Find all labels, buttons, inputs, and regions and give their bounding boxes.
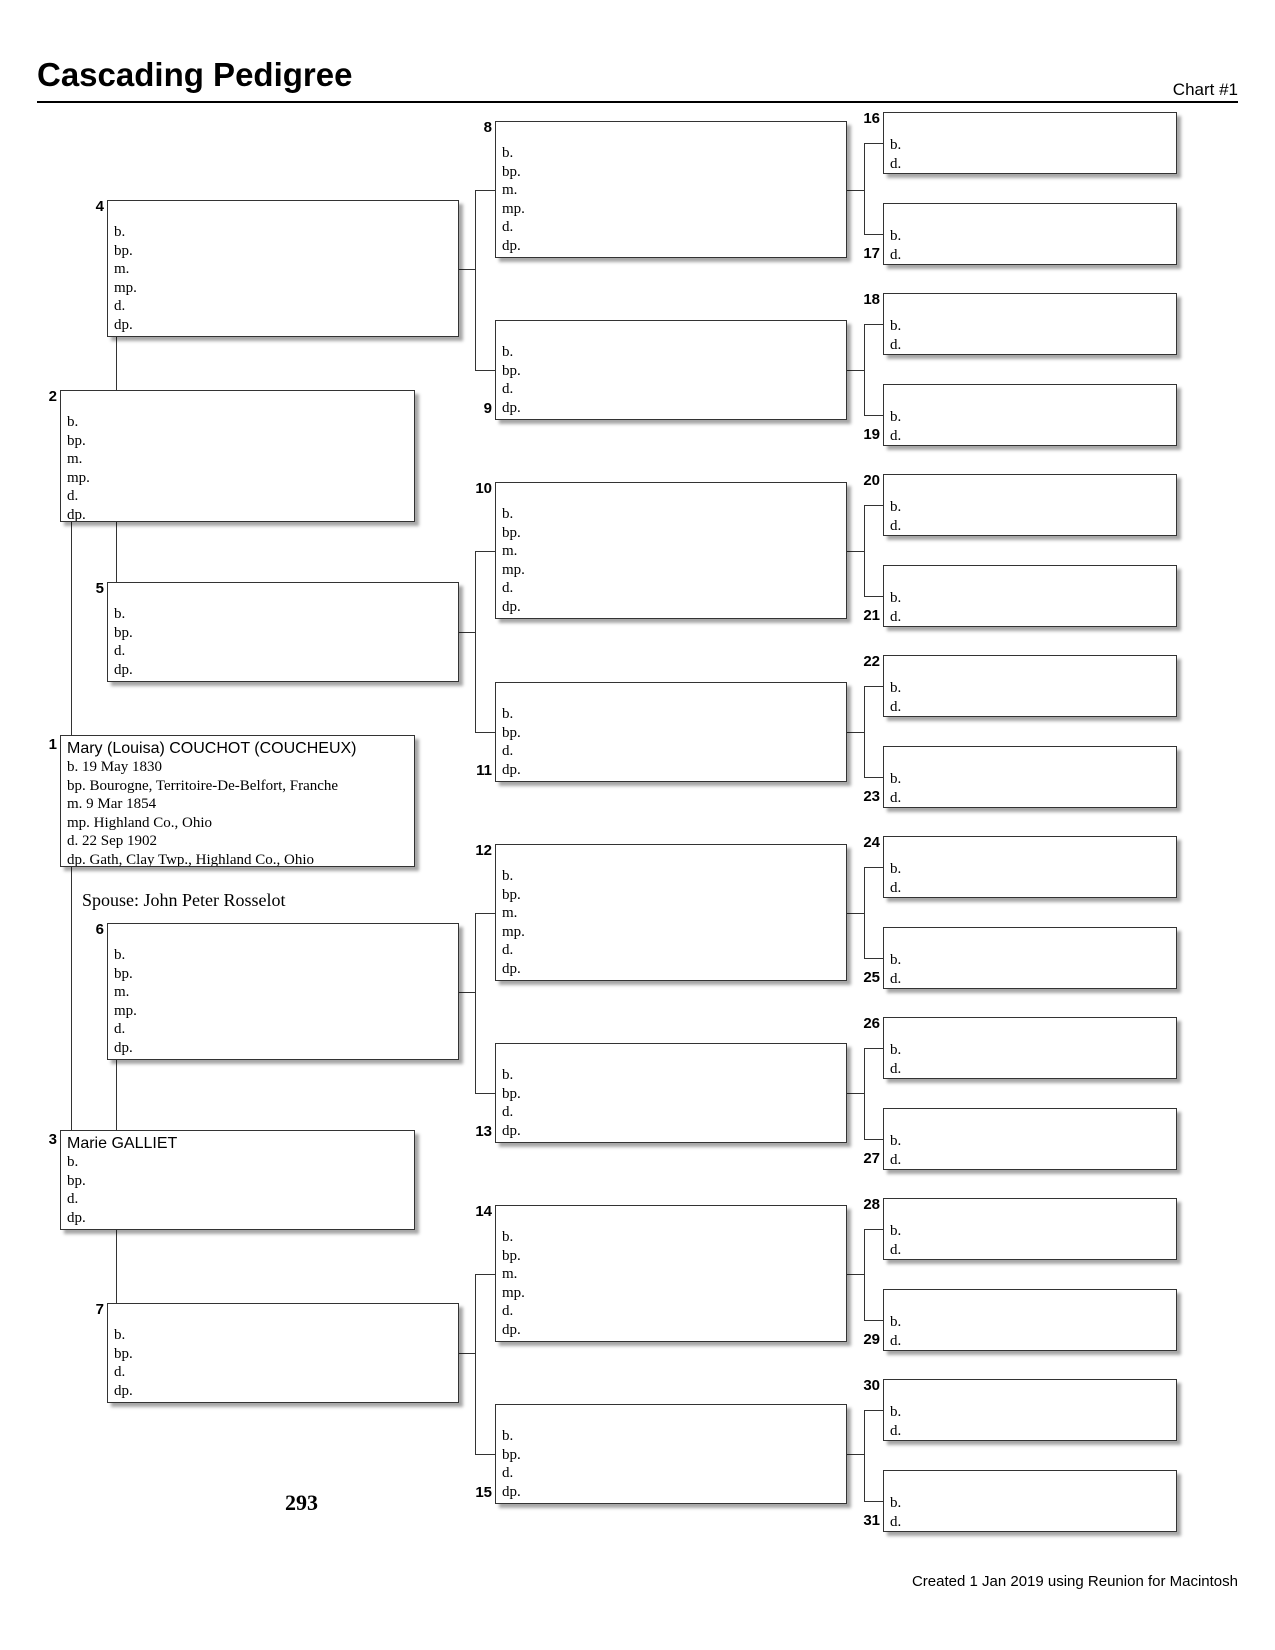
person-fields <box>502 343 840 417</box>
person-box-27 <box>883 1108 1177 1170</box>
person-field: b. <box>890 861 902 877</box>
person-box-9 <box>495 320 847 420</box>
person-field: d. <box>890 1151 902 1168</box>
person-box-13 <box>495 1043 847 1143</box>
connector-line <box>864 1320 883 1321</box>
person-field: dp. <box>502 1122 521 1139</box>
connector-line <box>864 777 883 778</box>
person-fields <box>502 1066 840 1140</box>
person-field: dp. <box>114 1039 133 1056</box>
person-field: d. <box>502 1465 514 1482</box>
person-field: d. <box>890 1513 902 1530</box>
person-box-19 <box>883 384 1177 446</box>
person-field: dp. <box>502 399 521 416</box>
person-field: dp. <box>114 661 133 678</box>
person-field: b. <box>114 606 126 622</box>
person-box-22 <box>883 655 1177 717</box>
connector-line <box>459 1353 475 1354</box>
person-number: 25 <box>863 969 880 986</box>
person-number: 7 <box>95 1301 104 1318</box>
person-field: bp. <box>502 724 521 741</box>
connector-line <box>864 1139 883 1140</box>
person-field: d. <box>502 580 514 597</box>
person-field: b. <box>890 499 902 515</box>
person-field: b. <box>502 1067 514 1083</box>
person-field: bp. <box>502 362 521 379</box>
person-field: bp. <box>67 432 86 449</box>
person-field: bp. <box>114 965 133 982</box>
connector-line <box>475 551 476 734</box>
person-box-23 <box>883 746 1177 808</box>
person-field: bp. <box>502 524 521 541</box>
person-fields <box>502 505 840 617</box>
person-box-31 <box>883 1470 1177 1532</box>
connector-line <box>864 1048 883 1049</box>
person-box-12 <box>495 844 847 981</box>
person-number: 30 <box>863 1377 880 1394</box>
person-fields <box>114 946 452 1058</box>
person-number: 4 <box>95 198 104 215</box>
person-field: b. <box>890 1223 902 1239</box>
person-fields <box>502 867 840 979</box>
person-field: b. <box>502 506 514 522</box>
person-field: b. 19 May 1830 <box>67 759 162 775</box>
person-field: m. <box>67 451 83 468</box>
person-field: b. <box>890 1495 902 1511</box>
person-field: m. 9 Mar 1854 <box>67 796 157 813</box>
person-field: mp. <box>502 923 525 940</box>
person-field: m. <box>114 984 130 1001</box>
person-box-8 <box>495 121 847 258</box>
person-number: 26 <box>863 1015 880 1032</box>
person-field: dp. <box>502 237 521 254</box>
person-field: dp. <box>502 960 521 977</box>
person-field: dp. <box>502 598 521 615</box>
connector-line <box>847 370 864 371</box>
person-field: dp. <box>502 1321 521 1338</box>
connector-line <box>864 1410 883 1411</box>
person-number: 10 <box>475 480 492 497</box>
connector-line <box>475 1454 495 1455</box>
person-field: bp. <box>67 1172 86 1189</box>
person-field: b. <box>502 706 514 722</box>
person-fields <box>890 227 1170 264</box>
person-number: 16 <box>863 110 880 127</box>
person-field: b. <box>890 680 902 696</box>
connector-line <box>864 505 865 597</box>
person-number: 18 <box>863 291 880 308</box>
connector-line <box>864 867 865 959</box>
connector-line <box>475 190 495 191</box>
person-fields <box>890 498 1170 535</box>
person-name: Marie GALLIET <box>67 1135 178 1152</box>
person-field: d. <box>502 381 514 398</box>
connector-line <box>864 596 883 597</box>
connector-line <box>847 1274 864 1275</box>
person-field: d. <box>890 517 902 534</box>
page-number: 293 <box>285 1490 318 1515</box>
person-number: 22 <box>863 653 880 670</box>
person-number: 28 <box>863 1196 880 1213</box>
person-field: d. <box>67 488 79 505</box>
person-box-3 <box>60 1130 415 1230</box>
person-box-10 <box>495 482 847 619</box>
person-fields <box>114 1326 452 1400</box>
connector-line <box>475 1274 495 1275</box>
connector-line <box>864 234 883 235</box>
person-field: bp. Bourogne, Territoire-De-Belfort, Franche <box>67 777 339 794</box>
person-number: 13 <box>475 1123 492 1140</box>
header-rule <box>37 101 1238 103</box>
person-fields <box>67 1153 408 1227</box>
person-field: m. <box>502 905 518 922</box>
person-field: bp. <box>502 1247 521 1264</box>
connector-line <box>864 415 883 416</box>
footer-credit: Created 1 Jan 2019 using Reunion for Macintosh <box>911 1573 1238 1590</box>
connector-line <box>116 1230 117 1303</box>
person-field: d. <box>890 698 902 715</box>
person-field: d. <box>890 1060 902 1077</box>
person-field: b. <box>890 1133 902 1149</box>
person-box-16 <box>883 112 1177 174</box>
person-field: d. <box>67 1191 79 1208</box>
connector-line <box>459 992 475 993</box>
connector-line <box>475 190 476 372</box>
person-number: 15 <box>475 1484 492 1501</box>
connector-line <box>475 1093 495 1094</box>
person-number: 6 <box>95 921 104 938</box>
person-fields <box>890 951 1170 988</box>
person-name: Mary (Louisa) COUCHOT (COUCHEUX) <box>67 740 357 757</box>
person-number: 2 <box>48 388 57 405</box>
person-field: b. <box>502 145 514 161</box>
person-field: mp. <box>114 1002 137 1019</box>
person-field: dp. Gath, Clay Twp., Highland Co., Ohio <box>67 851 314 867</box>
person-fields <box>890 679 1170 716</box>
person-field: dp. <box>114 1382 133 1399</box>
person-number: 8 <box>483 119 492 136</box>
person-field: bp. <box>502 886 521 903</box>
person-number: 21 <box>863 607 880 624</box>
person-field: bp. <box>502 1085 521 1102</box>
person-fields <box>502 144 840 256</box>
connector-line <box>475 913 495 914</box>
person-field: d. <box>890 1422 902 1439</box>
person-fields <box>890 1132 1170 1169</box>
person-box-24 <box>883 836 1177 898</box>
person-box-25 <box>883 927 1177 989</box>
person-box-1 <box>60 735 415 867</box>
person-field: dp. <box>502 1483 521 1500</box>
person-fields <box>890 1041 1170 1078</box>
person-number: 1 <box>48 736 57 753</box>
person-field: d. <box>890 427 902 444</box>
person-box-29 <box>883 1289 1177 1351</box>
person-field: d. <box>890 246 902 263</box>
person-field: d. <box>890 336 902 353</box>
person-fields <box>890 589 1170 626</box>
person-box-11 <box>495 682 847 782</box>
person-number: 5 <box>95 580 104 597</box>
person-fields <box>890 860 1170 897</box>
person-field: d. <box>890 970 902 987</box>
connector-line <box>864 686 883 687</box>
person-number: 9 <box>483 400 492 417</box>
connector-line <box>116 522 117 582</box>
connector-line <box>847 732 864 733</box>
connector-line <box>475 370 495 371</box>
person-number: 3 <box>48 1131 57 1148</box>
person-field: b. <box>502 868 514 884</box>
person-field: d. <box>890 789 902 806</box>
person-field: m. <box>502 543 518 560</box>
person-fields <box>114 605 452 679</box>
connector-line <box>864 1410 865 1502</box>
person-field: b. <box>502 344 514 360</box>
person-field: bp. <box>502 1446 521 1463</box>
person-number: 14 <box>475 1203 492 1220</box>
person-fields <box>67 758 408 867</box>
connector-line <box>864 143 883 144</box>
person-box-28 <box>883 1198 1177 1260</box>
person-field: dp. <box>502 761 521 778</box>
person-field: dp. <box>114 316 133 333</box>
person-number: 31 <box>863 1512 880 1529</box>
person-field: b. <box>114 224 126 240</box>
person-field: b. <box>890 1404 902 1420</box>
person-fields <box>890 317 1170 354</box>
person-fields <box>890 770 1170 807</box>
person-field: d. <box>502 1104 514 1121</box>
person-box-5 <box>107 582 459 682</box>
person-field: d. <box>502 219 514 236</box>
person-fields <box>67 413 408 522</box>
person-fields <box>502 1427 840 1501</box>
person-box-21 <box>883 565 1177 627</box>
person-number: 24 <box>863 834 880 851</box>
person-field: b. <box>502 1428 514 1444</box>
person-field: d. <box>502 942 514 959</box>
person-fields <box>114 223 452 335</box>
connector-line <box>864 686 865 778</box>
person-box-2 <box>60 390 415 522</box>
connector-line <box>71 522 72 735</box>
person-field: m. <box>114 261 130 278</box>
connector-line <box>71 867 72 1130</box>
connector-line <box>864 867 883 868</box>
person-box-17 <box>883 203 1177 265</box>
connector-line <box>847 551 864 552</box>
person-box-18 <box>883 293 1177 355</box>
person-field: mp. <box>67 469 90 486</box>
connector-line <box>847 1093 864 1094</box>
person-field: d. <box>890 1332 902 1349</box>
connector-line <box>459 269 475 270</box>
connector-line <box>475 551 495 552</box>
person-field: dp. <box>67 1209 86 1226</box>
person-field: b. <box>890 409 902 425</box>
person-field: d. <box>890 608 902 625</box>
person-box-20 <box>883 474 1177 536</box>
person-field: d. 22 Sep 1902 <box>67 833 157 850</box>
person-field: d. <box>114 298 126 315</box>
person-number: 11 <box>476 762 492 779</box>
person-fields <box>890 1403 1170 1440</box>
person-fields <box>890 1494 1170 1531</box>
person-field: b. <box>890 228 902 244</box>
person-fields <box>890 1313 1170 1350</box>
person-field: m. <box>502 182 518 199</box>
person-field: mp. <box>502 1284 525 1301</box>
connector-line <box>864 958 883 959</box>
person-field: b. <box>114 947 126 963</box>
person-number: 20 <box>863 472 880 489</box>
person-box-6 <box>107 923 459 1060</box>
person-field: b. <box>890 1042 902 1058</box>
connector-line <box>847 1454 864 1455</box>
person-field: b. <box>890 137 902 153</box>
person-field: d. <box>114 643 126 660</box>
connector-line <box>864 324 883 325</box>
person-field: bp. <box>114 1345 133 1362</box>
person-field: b. <box>502 1229 514 1245</box>
person-field: d. <box>114 1364 126 1381</box>
person-number: 27 <box>863 1150 880 1167</box>
person-field: d. <box>890 155 902 172</box>
person-number: 17 <box>863 245 880 262</box>
person-field: bp. <box>502 163 521 180</box>
person-field: b. <box>890 590 902 606</box>
person-box-4 <box>107 200 459 337</box>
person-number: 29 <box>863 1331 880 1348</box>
person-field: mp. <box>502 200 525 217</box>
spouse-note: Spouse: John Peter Rosselot <box>82 890 286 910</box>
connector-line <box>864 1229 865 1321</box>
person-field: b. <box>890 771 902 787</box>
person-field: b. <box>67 1154 79 1170</box>
connector-line <box>475 732 495 733</box>
person-box-15 <box>495 1404 847 1504</box>
person-field: b. <box>114 1327 126 1343</box>
person-box-7 <box>107 1303 459 1403</box>
person-field: mp. <box>502 561 525 578</box>
chart-number: Chart #1 <box>1172 80 1238 99</box>
person-box-14 <box>495 1205 847 1342</box>
person-box-30 <box>883 1379 1177 1441</box>
connector-line <box>475 913 476 1095</box>
person-field: m. <box>502 1266 518 1283</box>
person-field: b. <box>890 952 902 968</box>
connector-line <box>864 1048 865 1140</box>
person-fields <box>890 1222 1170 1259</box>
person-field: d. <box>890 1241 902 1258</box>
person-box-26 <box>883 1017 1177 1079</box>
connector-line <box>864 1501 883 1502</box>
person-fields <box>890 408 1170 445</box>
connector-line <box>864 1229 883 1230</box>
person-fields <box>502 705 840 779</box>
person-field: mp. <box>114 279 137 296</box>
connector-line <box>847 190 864 191</box>
person-field: dp. <box>67 506 86 522</box>
connector-line <box>864 143 865 235</box>
person-number: 19 <box>863 426 880 443</box>
connector-line <box>864 324 865 416</box>
person-field: d. <box>502 743 514 760</box>
connector-line <box>475 1274 476 1456</box>
person-field: bp. <box>114 624 133 641</box>
person-field: mp. Highland Co., Ohio <box>67 814 212 831</box>
connector-line <box>459 632 475 633</box>
person-field: d. <box>890 879 902 896</box>
person-fields <box>890 136 1170 173</box>
person-field: bp. <box>114 242 133 259</box>
person-number: 23 <box>863 788 880 805</box>
connector-line <box>116 337 117 390</box>
person-field: b. <box>890 318 902 334</box>
page-title: Cascading Pedigree <box>37 56 353 93</box>
connector-line <box>116 1060 117 1130</box>
connector-line <box>864 505 883 506</box>
person-field: b. <box>67 414 79 430</box>
connector-line <box>847 913 864 914</box>
person-number: 12 <box>475 842 492 859</box>
person-field: b. <box>890 1314 902 1330</box>
person-field: d. <box>114 1021 126 1038</box>
person-fields <box>502 1228 840 1340</box>
person-field: d. <box>502 1303 514 1320</box>
